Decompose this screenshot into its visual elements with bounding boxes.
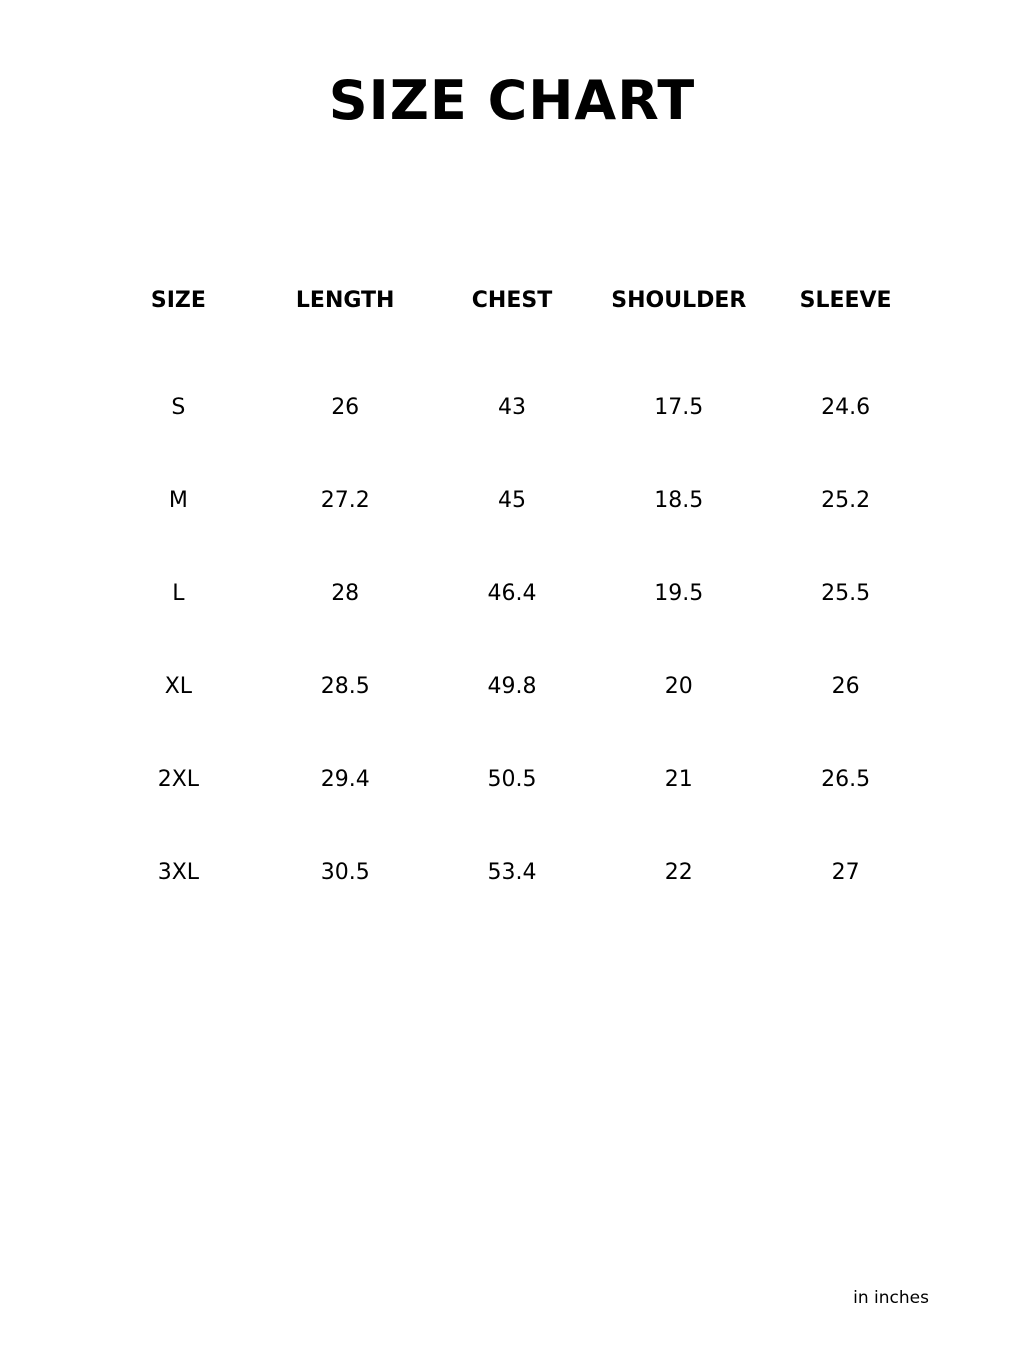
cell-shoulder: 21 xyxy=(664,767,693,792)
cell-size: 3XL xyxy=(157,860,200,885)
cell-sleeve: 26 xyxy=(831,674,860,699)
cell-length: 28.5 xyxy=(320,674,370,699)
table-row xyxy=(95,826,929,919)
page-title: SIZE CHART xyxy=(328,69,696,132)
cell-chest: 49.8 xyxy=(487,674,537,699)
header-length: LENGTH xyxy=(295,287,395,313)
units-note: in inches xyxy=(853,1288,929,1308)
cell-shoulder: 17.5 xyxy=(654,395,704,420)
cell-size: S xyxy=(171,395,186,420)
cell-size: L xyxy=(172,581,185,606)
cell-sleeve: 24.6 xyxy=(821,395,871,420)
cell-sleeve: 25.5 xyxy=(821,581,871,606)
cell-chest: 53.4 xyxy=(487,860,537,885)
cell-length: 27.2 xyxy=(320,488,370,513)
cell-sleeve: 27 xyxy=(831,860,860,885)
cell-shoulder: 19.5 xyxy=(654,581,704,606)
cell-shoulder: 18.5 xyxy=(654,488,704,513)
header-size: SIZE xyxy=(150,287,206,313)
cell-length: 30.5 xyxy=(320,860,370,885)
cell-chest: 50.5 xyxy=(487,767,537,792)
table-row xyxy=(95,640,929,733)
cell-size: 2XL xyxy=(157,767,200,792)
header-shoulder: SHOULDER xyxy=(611,287,747,313)
cell-chest: 43 xyxy=(497,395,526,420)
cell-length: 26 xyxy=(331,395,360,420)
cell-length: 29.4 xyxy=(320,767,370,792)
cell-chest: 45 xyxy=(497,488,526,513)
cell-sleeve: 26.5 xyxy=(821,767,871,792)
table-header-row xyxy=(95,270,929,330)
cell-sleeve: 25.2 xyxy=(821,488,871,513)
table-row xyxy=(95,733,929,826)
table-row xyxy=(95,547,929,640)
header-chest: CHEST xyxy=(471,287,553,313)
size-table xyxy=(95,270,929,919)
table-row xyxy=(95,454,929,547)
cell-size: M xyxy=(168,488,188,513)
table-row xyxy=(95,361,929,454)
cell-size: XL xyxy=(164,674,193,699)
cell-length: 28 xyxy=(331,581,360,606)
cell-shoulder: 20 xyxy=(664,674,693,699)
cell-shoulder: 22 xyxy=(664,860,693,885)
header-sleeve: SLEEVE xyxy=(799,287,892,313)
cell-chest: 46.4 xyxy=(487,581,537,606)
